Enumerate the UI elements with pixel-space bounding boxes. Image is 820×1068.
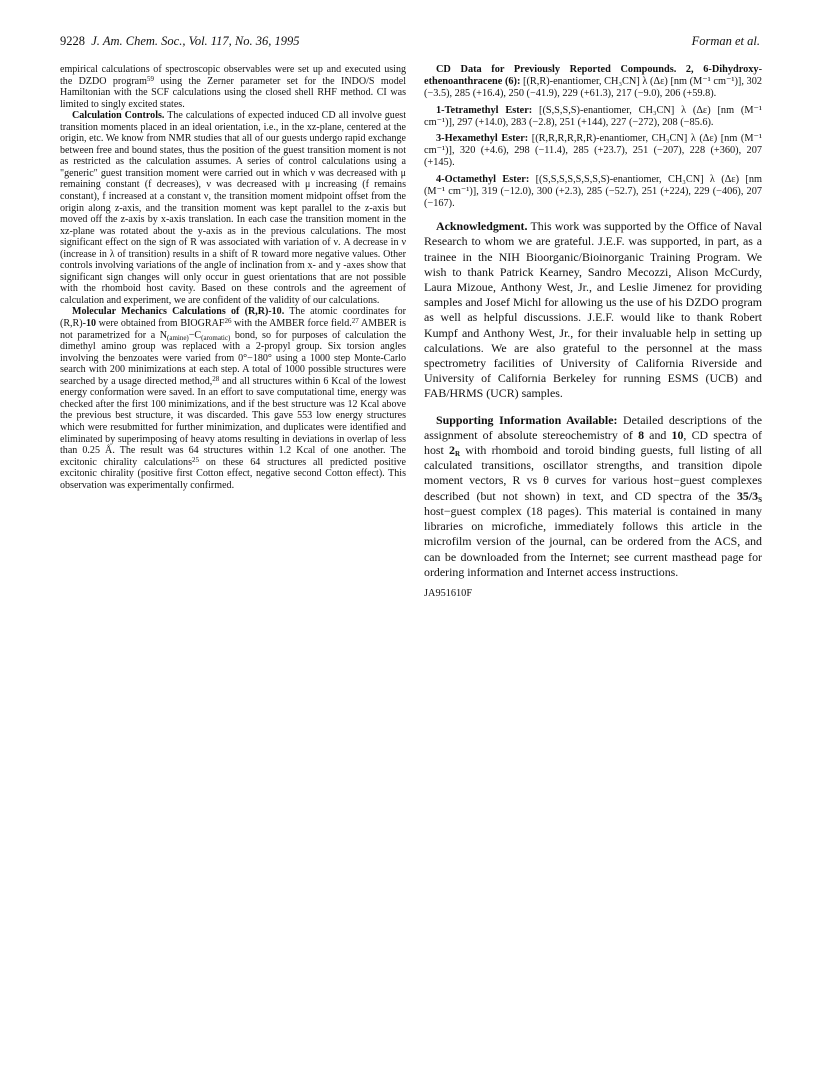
- section-heading: Supporting Information Available:: [436, 412, 618, 427]
- text-run: [(R,R,R,R,R,R)-enantiomer, CH₃CN] λ (Δε) [nm (M⁻¹ cm⁻¹)], 320 (+4.6), 298 (−11.4), 285 (+23.7), 251 (−207), 228 (+360), 207 (+145).: [424, 133, 762, 169]
- right-column: [424, 64, 762, 600]
- text-run: −C: [188, 329, 202, 341]
- reference-sup: 26: [224, 317, 232, 326]
- text-run: [(S,S,S,S,S,S,S,S)-enantiomer, CH₃CN] λ (Δε) [nm (M⁻¹ cm⁻¹)], 319 (−12.0), 300 (+2.3), 285 (−52.7), 251 (+224), 229 (−406), 207 (−167).: [424, 173, 762, 210]
- subscript: (amine): [167, 333, 189, 342]
- subscript: R: [454, 450, 461, 459]
- section-heading: Calculation Controls.: [72, 110, 165, 122]
- text-run: empirical calculations of spectroscopic observables were set up and executed using the DZDO program: [60, 64, 406, 87]
- reference-sup: 28: [212, 374, 220, 383]
- journal-name: J. Am. Chem. Soc.,: [91, 34, 186, 48]
- text-run: were obtained from BIOGRAF: [96, 318, 225, 330]
- paragraph-hexamethyl-ester: [424, 133, 762, 170]
- text-run: host−guest complex (18 pages). This material is contained in many libraries on microfiche, immediately follows this article in the microfilm version of the journal, can be ordered from the ACS, and can be downloaded from the Internet; see current masthead page for ordering information and Internet access instructions.: [424, 503, 762, 579]
- text-run: [(S,S,S,S)-enantiomer, CH₃CN] λ (Δε) [nm (M⁻¹ cm⁻¹)], 297 (+14.0), 283 (−2.8), 251 (+144), 227 (−272), 208 (−85.6).: [424, 104, 762, 128]
- section-heading: CD Data for Previously Reported Compounds. 2, 6-Dihydroxy-ethenoanthracene (6):: [424, 64, 762, 88]
- page-number: 9228: [60, 34, 85, 48]
- reference-sup: 27: [351, 317, 359, 326]
- text-run: AMBER is not parametrized for a N: [60, 318, 407, 341]
- volume-issue: Vol. 117, No. 36, 1995: [188, 34, 300, 48]
- text-run: and all structures within 6 Kcal of the lowest energy conformation were saved. In an effort to save computational time, energy was checked after the first 100 minimizations, and if the best structure was 12 Kcal above the previous best structure, it was discarded. This gave 553 low energy structures which were resubmitted for further minimization, and duplicates were identified and eliminated by superimposing of heavy atoms resulting in deviations in overlap of less than 0.25 Å. The result was 64 structures within 1.2 Kcal of one another. The excitonic chirality calculations: [60, 375, 406, 468]
- paragraph-cd-data: [424, 64, 762, 101]
- text-run: and: [644, 427, 672, 442]
- text-run: with rhomboid and toroid binding guests, full listing of all calculated transitions, oscillator strengths, and transition dipole moment vectors, R vs θ curves for various host−guest complexes described (but not shown) in text, and CD spectra of the: [424, 443, 763, 503]
- text-run: Detailed descriptions of the assignment of absolute stereochemistry of: [424, 412, 762, 442]
- text-run: This work was supported by the Office of Naval Research to whom we are grateful. J.E.F. was supported, in part, as a trainee in the NIH Bioorganic/Bioinorganic Training Program. We wish to thank Patrick Kearney, Sandro Mecozzi, Alison McCurdy, Laura Mizoue, Anthony West, Jr., and Leslie Jimenez for providing samples and Josef Michl for allowing us the use of his DZDO program as well as helpful discussions. J.E.F. would like to thank Robert Kumpf and Anthony West, Jr., for their invaluable help in setting up calculations. We are also grateful to the personnel at the mass spectrometry facilities of University of California Riverside and University of California Berkeley for running ESMS (UCB) and FAB/HRMS (UCR) samples.: [424, 219, 762, 401]
- header-left: [60, 34, 299, 49]
- left-column: [60, 64, 406, 491]
- compound-heading: 4-Octamethyl Ester:: [436, 173, 530, 185]
- text-run: with the AMBER force field.: [231, 318, 352, 330]
- paragraph-octamethyl-ester: [424, 174, 762, 211]
- compound-number: 8: [638, 427, 645, 442]
- text-run: , CD spectra of host: [424, 427, 762, 458]
- text-run: The atomic coordinates for (R,R)-: [60, 306, 406, 330]
- compound-heading: 3-Hexamethyl Ester:: [436, 133, 529, 145]
- text-run: using the Zerner parameter set for the INDO/S model Hamiltonian with the SCF calculations using the closed shell RHF method. CI was limited to singly excited states.: [60, 75, 406, 110]
- reference-sup: 25: [192, 455, 199, 464]
- text-run: [(R,R)-enantiomer, CH₃CN] λ (Δε) [nm (M⁻¹ cm⁻¹)], 302 (−3.5), 285 (+16.4), 250 (−41.9), 229 (+61.3), 217 (−9.0), 206 (+59.8).: [424, 76, 762, 100]
- text-run: bond, so for purposes of calculation the dimethyl amino group was replaced with a 2-propyl group. Six torsion angles involving the benzoates were varied from 0°−180° using a 1000 step Monte-Carlo search with 200 minimizations at each step. A total of 1000 possible structures were searched by a usage directed method,: [60, 329, 406, 387]
- paragraph-dzdo: [60, 64, 406, 110]
- paragraph-calculation-controls: [60, 110, 406, 306]
- compound-heading: 1-Tetramethyl Ester:: [436, 104, 533, 116]
- compound-number: 10: [671, 427, 684, 442]
- text-run: on these 64 structures all predicted positive excitonic chirality (positive first Cotton effect, negative second Cotton effect). This observation was experimentally confirmed.: [60, 456, 406, 491]
- header-authors: Forman et al.: [691, 34, 760, 48]
- compound-number: 35/3: [736, 488, 759, 503]
- section-heading: Molecular Mechanics Calculations of (R,R)-10.: [72, 306, 285, 318]
- paragraph-tetramethyl-ester: [424, 105, 762, 129]
- subscript: S: [758, 495, 762, 504]
- manuscript-code: JA951610F: [424, 587, 473, 599]
- paragraph-acknowledgment: [424, 219, 762, 401]
- running-header: [60, 34, 760, 50]
- subscript: (aromatic): [201, 333, 231, 342]
- paragraph-supporting-information: [424, 413, 762, 580]
- text-run: The calculations of expected induced CD all involve guest transition moments placed in an ideal orientation, i.e., in the xz-plane, centered at the origin, etc. We know from NMR studies that all of our guests undergo rapid exchange between free and bound states, thus the position of the guest transition moment is not as restricted as the calculation assumes. A series of control calculations using a "generic" guest transition moment were carried out in which ν was decreased with μ remaining constant (f decreases), ν was decreased with μ increasing (f remains constant), f increased at a constant ν, the transition moment midpoint offset from the origin along z-axis, and the transition moment was kept parallel to the z-axis but moved off the z-axis by x-axis translation. In each case the transition moment in the xz-plane was rotated about the y-axis as in the previous calculations. The most significant effect on the sign of R was associated with variation of ν. A decrease in ν (increase in λ of transition) results in a shift of R toward more negative values. Other controls involving variations of the angle of inclination from x- and y -axes show that significant sign changes will only occur in guest orientations that are not possible with the rhomboid host cavity. Based on these controls and the agreement of calculation and experiment, we are confident of the validity of our calculations.: [60, 110, 406, 306]
- paragraph-molecular-mechanics: [60, 306, 406, 491]
- compound-number: 10: [85, 318, 96, 330]
- reference-sup: 59: [146, 74, 154, 83]
- compound-number: 2: [449, 443, 455, 458]
- section-heading: Acknowledgment.: [436, 219, 528, 234]
